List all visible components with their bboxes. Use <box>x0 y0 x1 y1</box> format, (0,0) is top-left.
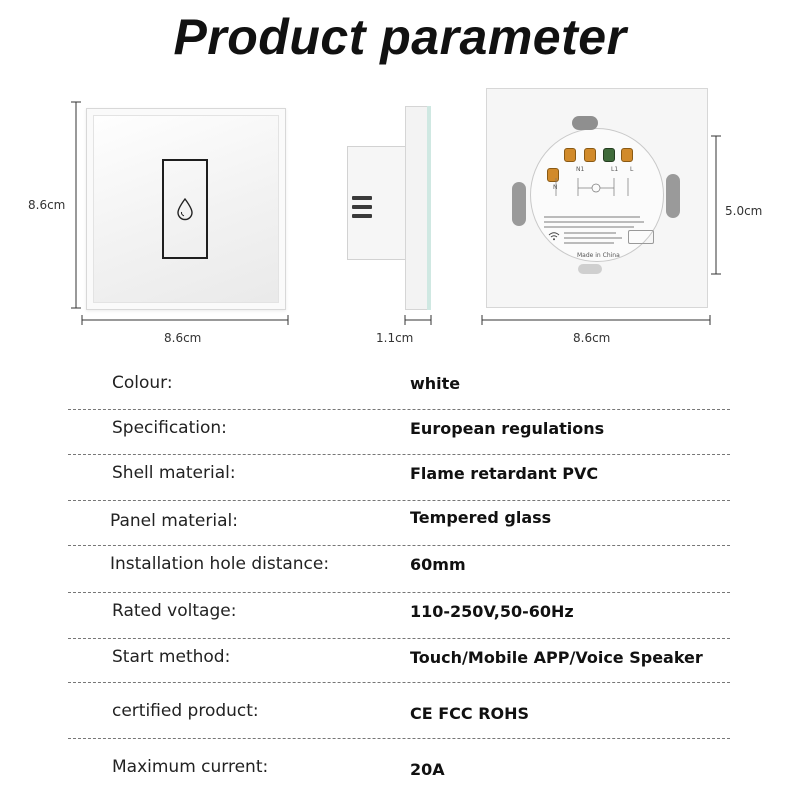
water-drop-icon <box>175 197 195 221</box>
row-divider <box>68 638 730 639</box>
row-divider <box>68 738 730 739</box>
front-panel <box>86 108 286 310</box>
mounting-slot-right <box>666 174 680 218</box>
back-width-label: 8.6cm <box>573 331 611 345</box>
row-divider <box>68 682 730 683</box>
page-title: Product parameter <box>173 9 627 65</box>
spec-label: Shell material: <box>112 463 236 483</box>
spec-label: Rated voltage: <box>112 601 237 621</box>
terminal-screw <box>584 148 596 162</box>
terminal-n1-label: N1 <box>576 166 585 173</box>
spec-text-block <box>564 232 622 244</box>
back-width-dimension-line <box>480 314 714 326</box>
spec-value: European regulations <box>410 419 605 438</box>
vent-slot <box>352 205 372 209</box>
spec-value: CE FCC ROHS <box>410 704 530 723</box>
row-divider <box>68 454 730 455</box>
front-height-label: 8.6cm <box>28 198 66 212</box>
front-height-dimension-line <box>70 100 82 312</box>
spec-value: 110-250V,50-60Hz <box>410 602 574 621</box>
switch-body-side <box>347 146 407 260</box>
spec-label: Specification: <box>112 418 227 438</box>
terminal-l-label: L <box>630 166 634 173</box>
spec-value: 60mm <box>410 555 466 574</box>
terminal-n-label: N <box>553 184 558 191</box>
touch-key <box>162 159 208 259</box>
spec-label: certified product: <box>112 701 259 721</box>
certification-marks <box>628 230 654 244</box>
spec-value: Flame retardant PVC <box>410 464 599 483</box>
wiring-diagram <box>548 174 648 214</box>
row-divider <box>68 500 730 501</box>
front-width-label: 8.6cm <box>164 331 202 345</box>
front-width-dimension-line <box>80 314 292 326</box>
vent-slot <box>352 196 372 200</box>
terminal-led <box>603 148 615 162</box>
spec-label: Start method: <box>112 647 231 667</box>
spec-label: Colour: <box>112 373 173 393</box>
vent-slot <box>352 214 372 218</box>
back-height-label: 5.0cm <box>725 204 763 218</box>
terminal-screw <box>621 148 633 162</box>
spec-label: Panel material: <box>110 511 238 531</box>
terminal-screw <box>564 148 576 162</box>
spec-value: 20A <box>410 760 445 779</box>
back-height-dimension-line <box>710 134 722 278</box>
row-divider <box>68 409 730 410</box>
spec-label: Installation hole distance: <box>110 554 330 574</box>
spec-label: Maximum current: <box>112 757 269 777</box>
bottom-clip <box>578 264 602 274</box>
side-depth-label: 1.1cm <box>376 331 414 345</box>
warning-text-block <box>544 214 648 230</box>
row-divider <box>68 592 730 593</box>
terminal-l1-label: L1 <box>611 166 619 173</box>
mounting-slot-left <box>512 182 526 226</box>
top-clip <box>572 116 598 130</box>
made-in-label: Made in China <box>577 252 620 259</box>
side-depth-dimension-line <box>398 314 438 326</box>
spec-value: Touch/Mobile APP/Voice Speaker <box>410 648 703 667</box>
glass-edge <box>427 106 431 310</box>
spec-value: Tempered glass <box>410 508 552 527</box>
wifi-icon <box>548 231 560 241</box>
spec-value: white <box>410 374 461 393</box>
row-divider <box>68 545 730 546</box>
